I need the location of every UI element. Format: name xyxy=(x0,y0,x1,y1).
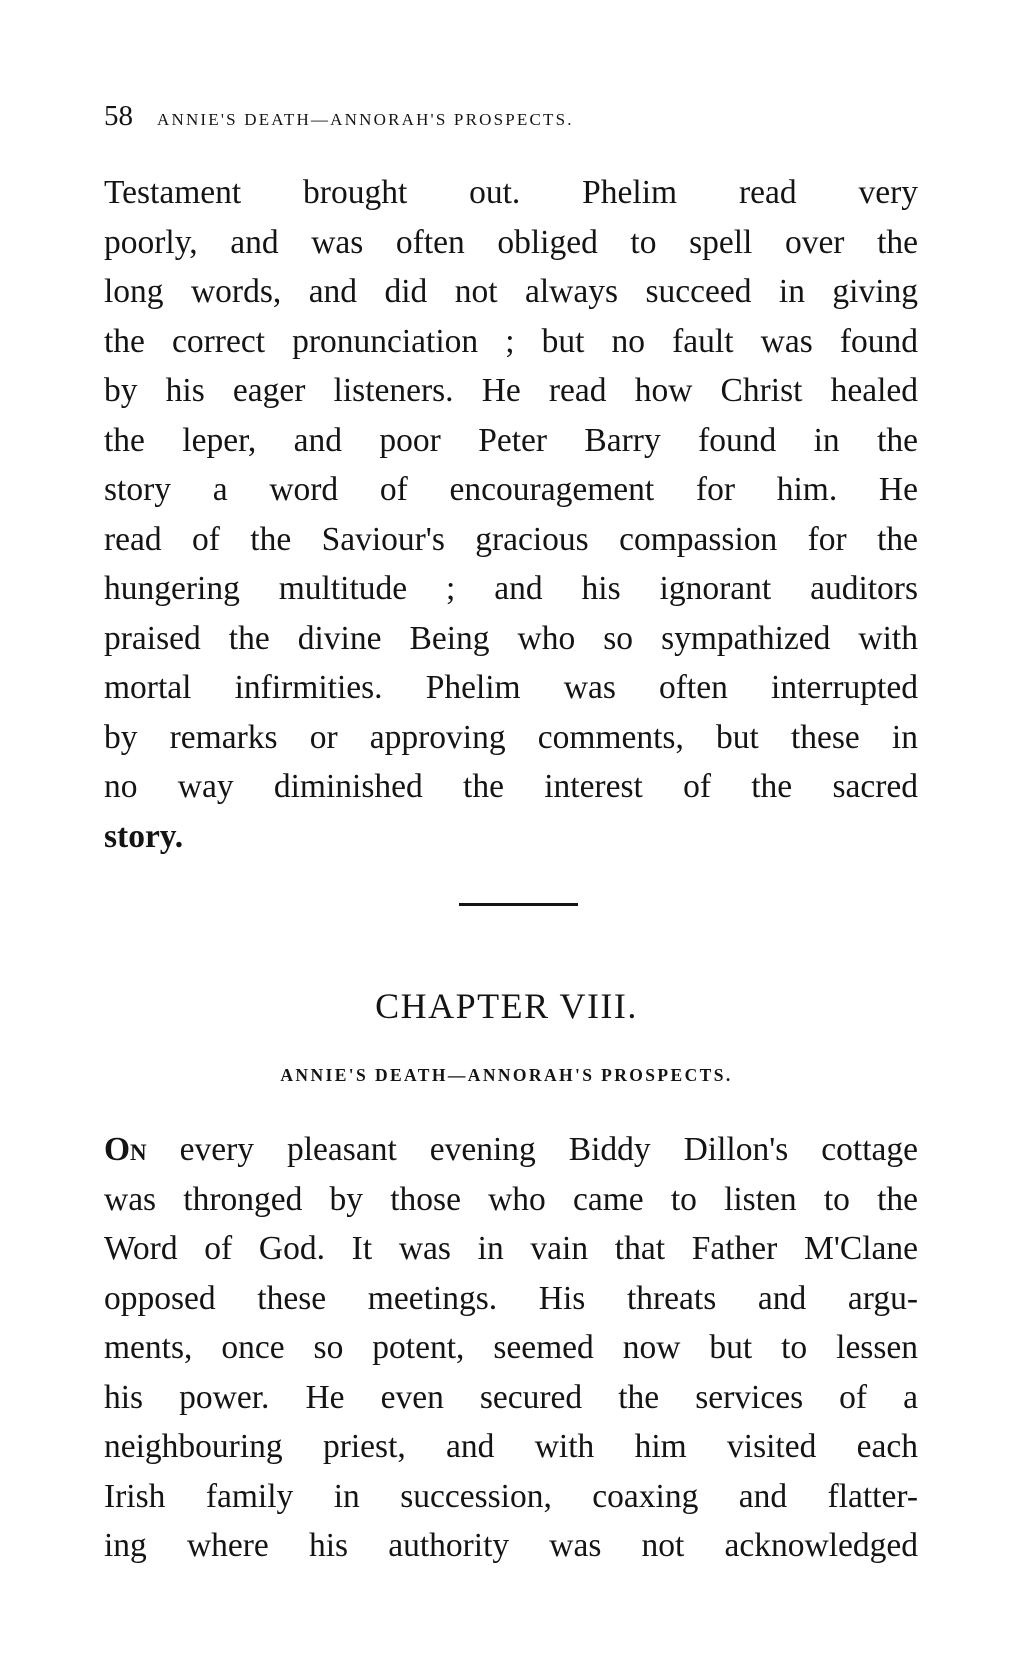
text-line: story a word of encouragement for him. He xyxy=(104,471,918,508)
text-line: opposed these meetings. His threats and argu- xyxy=(104,1279,918,1317)
chapter-subtitle: ANNIE'S DEATH—ANNORAH'S PROSPECTS. xyxy=(280,1065,733,1085)
text-line: the leper, and poor Peter Barry found in the xyxy=(104,421,918,459)
paragraph-continued xyxy=(104,168,918,861)
running-head xyxy=(104,100,924,140)
running-title: ANNIE'S DEATH—ANNORAH'S PROSPECTS. xyxy=(157,110,574,129)
text-line: no way diminished the interest of the sacred xyxy=(104,768,918,805)
text-line: the correct pronunciation ; but no fault was found xyxy=(104,322,918,360)
text-line: ments, once so potent, seemed now but to lessen xyxy=(104,1329,918,1366)
text-line: poorly, and was often obliged to spell over the xyxy=(104,223,918,261)
text-line: by remarks or approving comments, but these in xyxy=(104,718,918,756)
text-line: mortal infirmities. Phelim was often interrupted xyxy=(104,669,918,706)
text-line: Irish family in succession, coaxing and flatter- xyxy=(104,1477,918,1515)
first-line-rest: every pleasant evening Biddy Dillon's cottage xyxy=(146,1131,918,1168)
text-line: long words, and did not always succeed in giving xyxy=(104,273,918,310)
page-number: 58 xyxy=(104,100,133,132)
text-line: Testament brought out. Phelim read very xyxy=(104,174,918,211)
text-line: ing where his authority was not acknowledged xyxy=(104,1527,918,1564)
text-line-first xyxy=(104,1125,918,1175)
section-divider-rule xyxy=(459,903,578,906)
text-line: was thronged by those who came to listen to the xyxy=(104,1180,918,1218)
text-line: read of the Saviour's gracious compassion for the xyxy=(104,520,918,558)
text-line-last: story. xyxy=(104,817,184,855)
text-line: praised the divine Being who so sympathized with xyxy=(104,619,918,657)
text-line: by his eager listeners. He read how Christ healed xyxy=(104,372,918,409)
chapter-paragraph xyxy=(104,1125,918,1571)
text-line: Word of God. It was in vain that Father M'Clane xyxy=(104,1230,918,1267)
text-line: neighbouring priest, and with him visited each xyxy=(104,1428,918,1465)
text-line: hungering multitude ; and his ignorant auditors xyxy=(104,570,918,607)
text-line: his power. He even secured the services of a xyxy=(104,1378,918,1416)
opening-word: On xyxy=(104,1131,147,1168)
chapter-heading: CHAPTER VIII. xyxy=(375,986,638,1026)
